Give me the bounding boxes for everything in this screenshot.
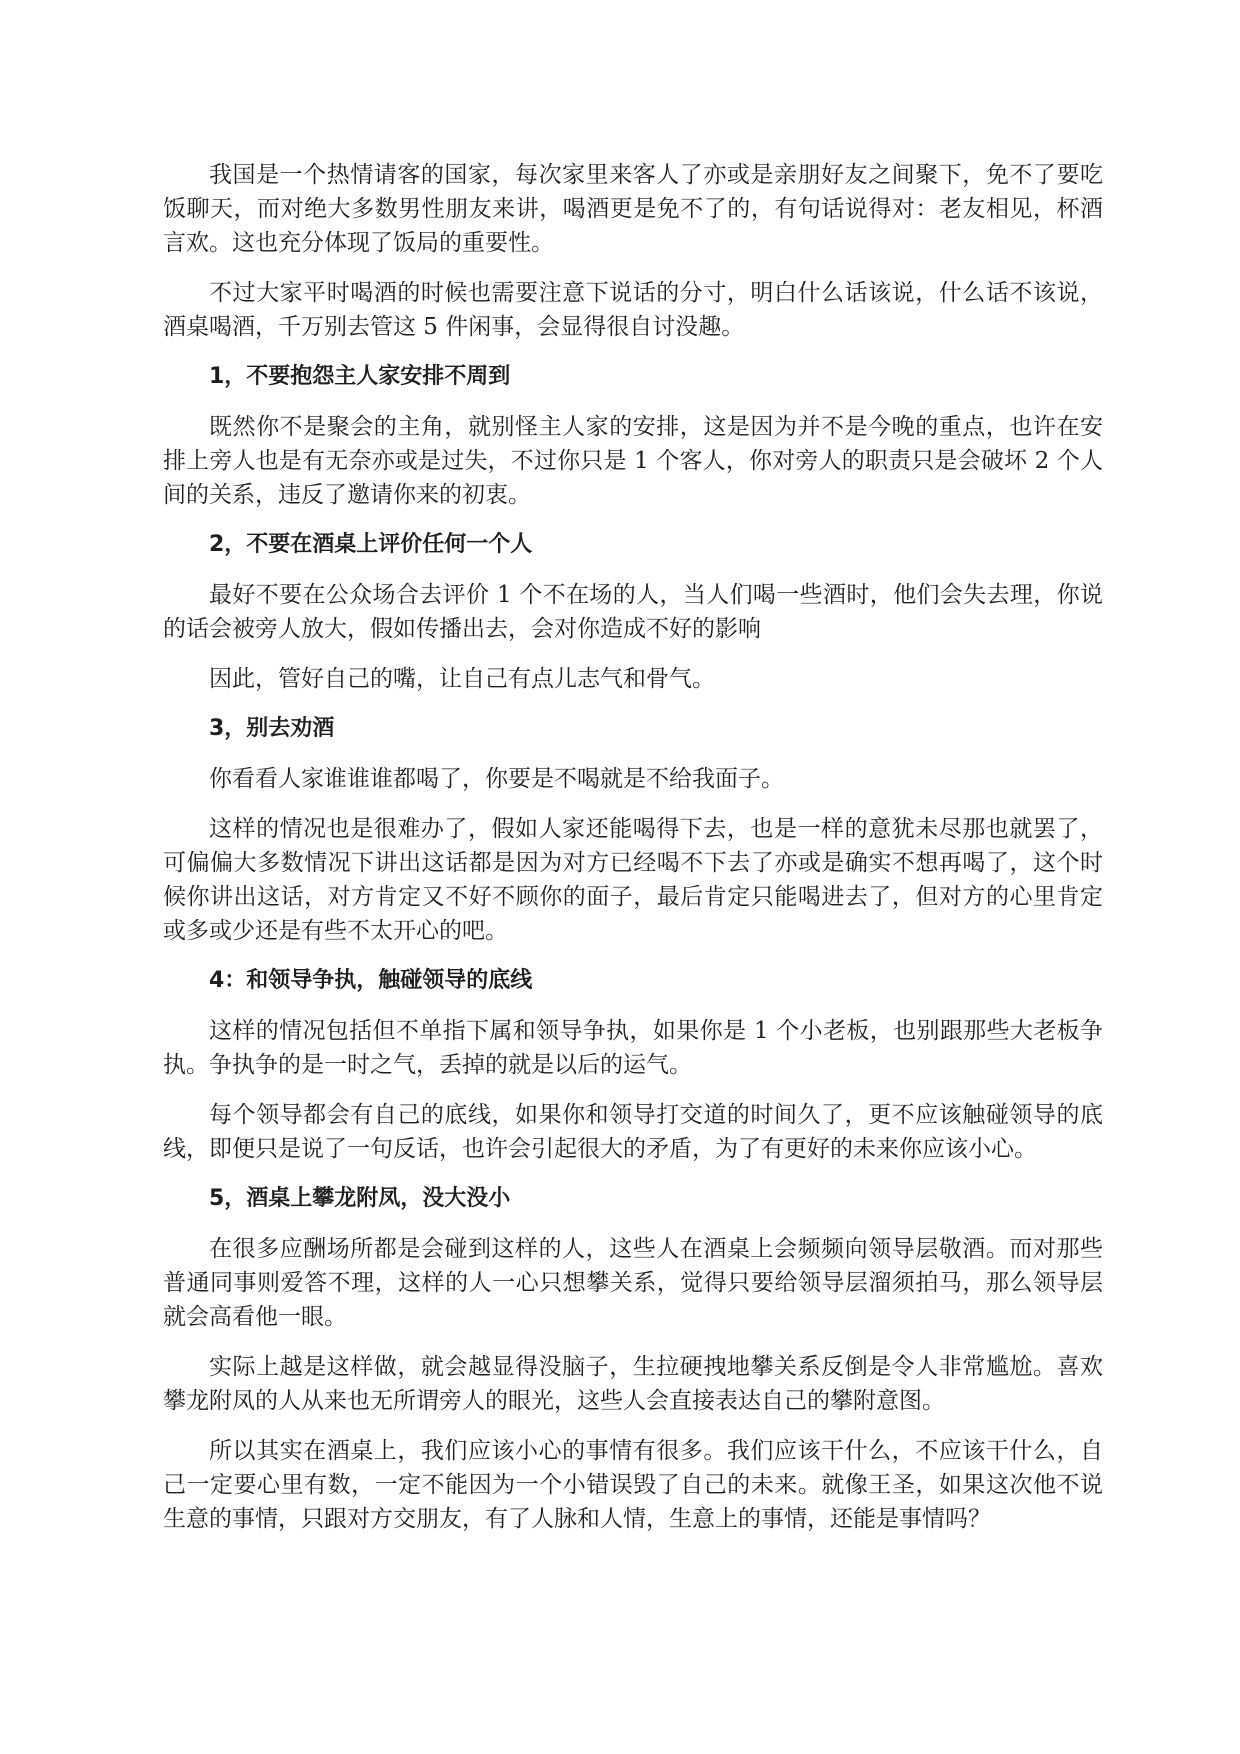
section-heading: 3，别去劝酒 [209, 716, 335, 741]
paragraph: 实际上越是这样做，就会越显得没脑子，生拉硬拽地攀关系反倒是令人非常尴尬。喜欢攀龙附凤的人从来也无所谓旁人的眼光，这些人会直接表达自己的攀附意图。 [163, 1354, 1103, 1414]
paragraph: 在很多应酬场所都是会碰到这样的人，这些人在酒桌上会频频向领导层敬酒。而对那些普通同事则爱答不理，这样的人一心只想攀关系，觉得只要给领导层溜须拍马，那么领导层就会高看他一眼。 [163, 1236, 1103, 1330]
section-heading: 1，不要抱怨主人家安排不周到 [209, 364, 511, 389]
document-page [163, 158, 1103, 1552]
paragraph: 这样的情况也是很难办了，假如人家还能喝得下去，也是一样的意犹未尽那也就罢了，可偏偏大多数情况下讲出这话都是因为对方已经喝不下去了亦或是确实不想再喝了，这个时候你讲出这话，对方肯定又不好不顾你的面子，最后肯定只能喝进去了，但对方的心里肯定或多或少还是有些不太开心的吧。 [163, 816, 1103, 944]
paragraph: 既然你不是聚会的主角，就别怪主人家的安排，这是因为并不是今晚的重点，也许在安排上旁人也是有无奈亦或是过失，不过你只是 1 个客人，你对旁人的职责只是会破坏 2 个人间的关系，违反了邀请你来的初衷。 [163, 414, 1103, 508]
section-heading: 2，不要在酒桌上评价任何一个人 [209, 532, 533, 557]
paragraph: 每个领导都会有自己的底线，如果你和领导打交道的时间久了，更不应该触碰领导的底线，即便只是说了一句反话，也许会引起很大的矛盾，为了有更好的未来你应该小心。 [163, 1102, 1103, 1162]
paragraph: 这样的情况包括但不单指下属和领导争执，如果你是 1 个小老板，也别跟那些大老板争执。争执争的是一时之气，丢掉的就是以后的运气。 [163, 1018, 1103, 1078]
paragraph: 最好不要在公众场合去评价 1 个不在场的人，当人们喝一些酒时，他们会失去理，你说的话会被旁人放大，假如传播出去，会对你造成不好的影响 [163, 582, 1103, 642]
paragraph: 你看看人家谁谁谁都喝了，你要是不喝就是不给我面子。 [209, 766, 784, 792]
paragraph: 所以其实在酒桌上，我们应该小心的事情有很多。我们应该干什么，不应该干什么，自己一定要心里有数，一定不能因为一个小错误毁了自己的未来。就像王圣，如果这次他不说生意的事情，只跟对方交朋友，有了人脉和人情，生意上的事情，还能是事情吗？ [163, 1438, 1103, 1532]
section-heading: 4：和领导争执，触碰领导的底线 [209, 968, 533, 993]
paragraph: 不过大家平时喝酒的时候也需要注意下说话的分寸，明白什么话该说，什么话不该说，酒桌喝酒，千万别去管这 5 件闲事，会显得很自讨没趣。 [163, 280, 1103, 340]
paragraph: 我国是一个热情请客的国家，每次家里来客人了亦或是亲朋好友之间聚下，免不了要吃饭聊天，而对绝大多数男性朋友来讲，喝酒更是免不了的，有句话说得对：老友相见，杯酒言欢。这也充分体现了饭局的重要性。 [163, 162, 1103, 256]
section-heading: 5，酒桌上攀龙附凤，没大没小 [209, 1186, 511, 1211]
paragraph: 因此，管好自己的嘴，让自己有点儿志气和骨气。 [209, 666, 715, 692]
